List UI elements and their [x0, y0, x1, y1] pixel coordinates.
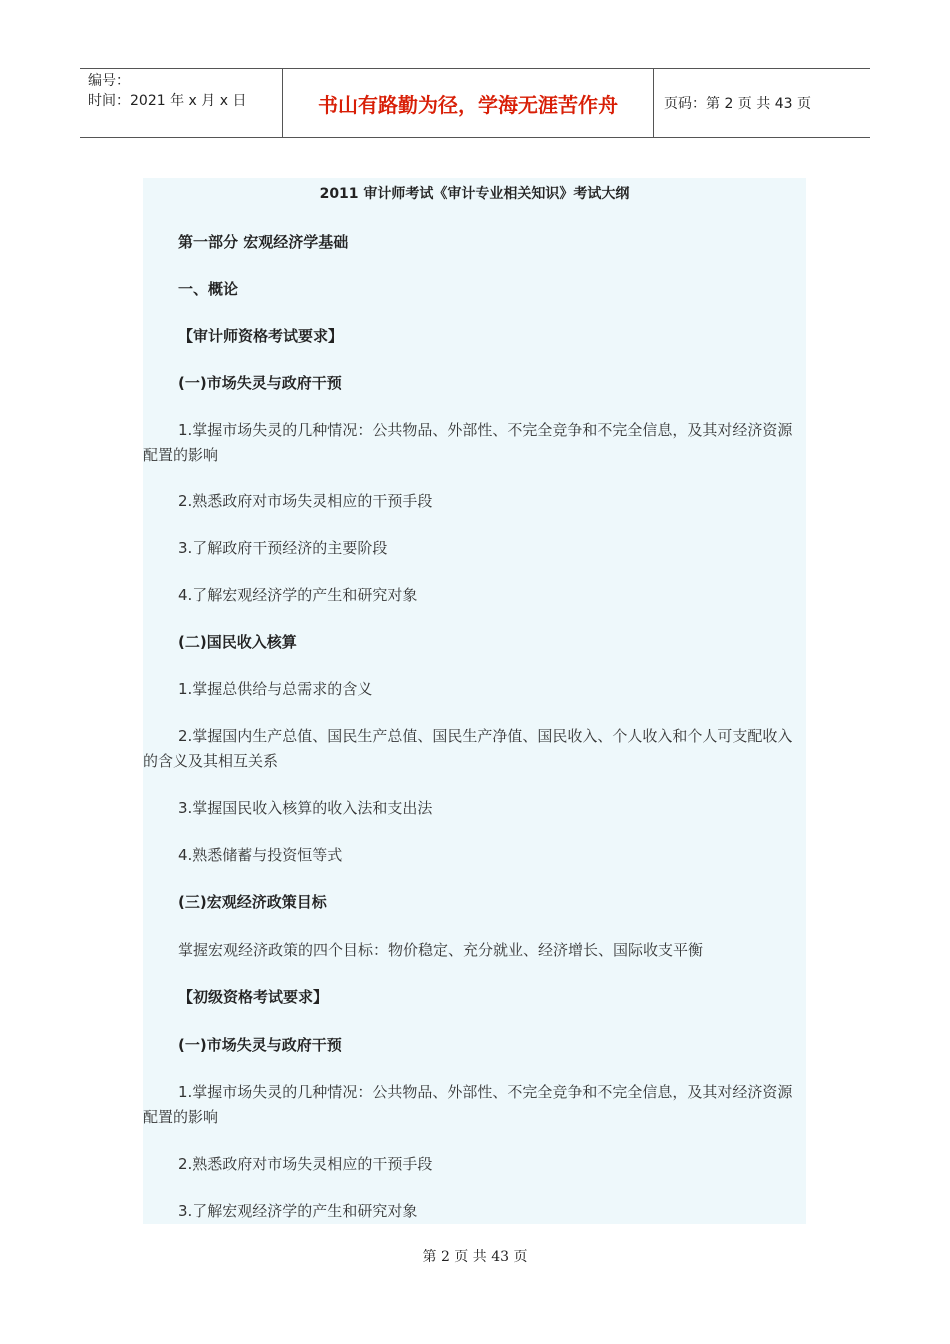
- section-heading: 一、概论: [178, 280, 239, 298]
- part-heading: 第一部分 宏观经济学基础: [178, 233, 349, 251]
- subsection-heading: (二)国民收入核算: [178, 633, 297, 651]
- list-item: 3.了解宏观经济学的产生和研究对象: [178, 1202, 418, 1220]
- header-meta: [80, 69, 282, 137]
- page-footer: 第 2 页 共 43 页: [422, 1249, 528, 1265]
- document-number-label: 编号：: [88, 73, 130, 89]
- list-item: 1.掌握总供给与总需求的含义: [178, 680, 373, 698]
- list-item: 4.熟悉储蓄与投资恒等式: [178, 846, 343, 864]
- subsection-heading: (三)宏观经济政策目标: [178, 893, 327, 911]
- document-title: 2011 审计师考试《审计专业相关知识》考试大纲: [319, 186, 630, 202]
- list-item: 4.了解宏观经济学的产生和研究对象: [178, 586, 418, 604]
- list-item: 2.熟悉政府对市场失灵相应的干预手段: [178, 492, 433, 510]
- document-date-label: 时间：2021 年 x 月 x 日: [88, 93, 247, 109]
- list-item: 2.掌握国内生产总值、国民生产总值、国民生产净值、国民收入、个人收入和个人可支配收入的含义及其相互关系: [143, 727, 793, 770]
- header-motto: 书山有路勤为径，学海无涯苦作舟: [282, 69, 654, 137]
- list-item: 3.了解政府干预经济的主要阶段: [178, 539, 388, 557]
- page-header: [80, 68, 870, 138]
- list-item: 1.掌握市场失灵的几种情况：公共物品、外部性、不完全竞争和不完全信息，及其对经济资源配置的影响: [143, 1083, 793, 1126]
- list-item: 掌握宏观经济政策的四个目标：物价稳定、充分就业、经济增长、国际收支平衡: [178, 941, 704, 959]
- document-body: [143, 178, 806, 1224]
- subsection-heading: (一)市场失灵与政府干预: [178, 374, 342, 392]
- list-item: 1.掌握市场失灵的几种情况：公共物品、外部性、不完全竞争和不完全信息，及其对经济资源配置的影响: [143, 421, 793, 464]
- requirement-heading: 【初级资格考试要求】: [178, 988, 329, 1006]
- subsection-heading: (一)市场失灵与政府干预: [178, 1036, 342, 1054]
- header-page-label: 页码：第 2 页 共 43 页: [664, 96, 811, 112]
- list-item: 3.掌握国民收入核算的收入法和支出法: [178, 799, 433, 817]
- requirement-heading: 【审计师资格考试要求】: [178, 327, 344, 345]
- list-item: 2.熟悉政府对市场失灵相应的干预手段: [178, 1155, 433, 1173]
